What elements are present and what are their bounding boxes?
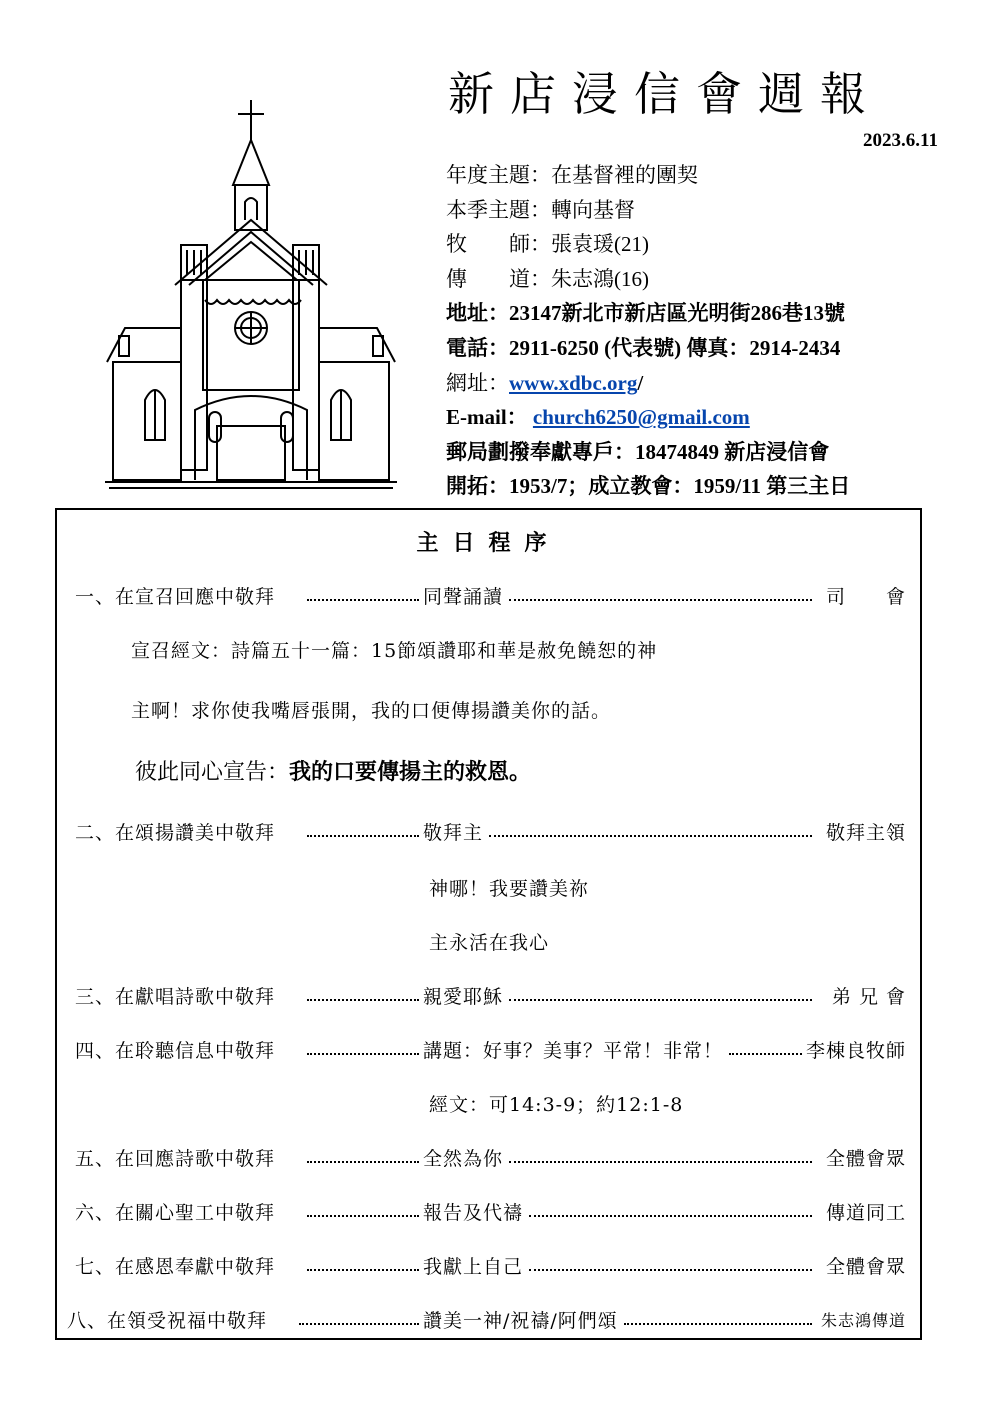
call-verse: 主啊！求你使我嘴唇張開，我的口便傳揚讚美你的話。 <box>131 700 612 722</box>
program-item-4 <box>75 1034 906 1064</box>
email-link[interactable]: church6250@gmail.com <box>532 405 750 430</box>
program-item-3 <box>75 980 906 1010</box>
email-row <box>446 400 850 435</box>
item-leader: 李棟良牧師 <box>805 1039 906 1062</box>
founded: 開拓：1953/7；成立教會：1959/11 第三主日 <box>446 474 851 499</box>
call-scripture: 宣召經文：詩篇五十一篇：15節頌讚耶和華是赦免饒恕的神 <box>131 640 658 662</box>
item-leader: 全體會眾 <box>825 1255 906 1278</box>
website-label: 網址： <box>446 370 509 395</box>
sermon-scripture: 經文：可14:3-9；約12:1-8 <box>429 1094 684 1116</box>
program-item-1 <box>75 580 906 610</box>
item-content: 報告及代禱 <box>423 1201 524 1224</box>
program-heading: 主日程序 <box>416 530 561 556</box>
website-row <box>446 366 850 401</box>
item-leader: 弟 兄 會 <box>831 985 906 1008</box>
annual-theme: 年度主題：在基督裡的團契 <box>446 163 698 187</box>
declaration-text: 我的口要傳揚主的救恩。 <box>289 759 532 785</box>
item-content: 全然為你 <box>423 1147 504 1170</box>
item-title: 四、在聆聽信息中敬拜 <box>75 1039 276 1062</box>
postal-account: 郵局劃撥奉獻專戶：18474849 新店浸信會 <box>446 439 830 464</box>
item-title: 八、在領受祝福中敬拜 <box>67 1309 268 1332</box>
item-content: 我獻上自己 <box>423 1255 524 1278</box>
item-title: 二、在頌揚讚美中敬拜 <box>75 821 276 844</box>
item-title: 七、在感恩奉獻中敬拜 <box>75 1255 276 1278</box>
item-leader: 全體會眾 <box>825 1147 906 1170</box>
church-info <box>446 158 850 504</box>
website-tail: / <box>637 370 644 395</box>
item-title: 一、在宣召回應中敬拜 <box>75 585 276 608</box>
bulletin-title: 新店浸信會週報 <box>448 67 882 121</box>
item-title: 三、在獻唱詩歌中敬拜 <box>75 985 276 1008</box>
address: 地址：23147新北市新店區光明街286巷13號 <box>446 301 845 326</box>
declaration-label: 彼此同心宣告： <box>135 760 290 785</box>
item-content: 親愛耶穌 <box>423 985 504 1008</box>
program-item-7 <box>75 1250 906 1280</box>
item-content: 讚美一神/祝禱/阿們頌 <box>423 1309 618 1332</box>
worship-song-2: 主永活在我心 <box>429 932 550 954</box>
email-label: E-mail： <box>446 405 528 430</box>
program-item-5 <box>75 1142 906 1172</box>
service-program <box>55 508 922 1340</box>
item-title: 五、在回應詩歌中敬拜 <box>75 1147 276 1170</box>
season-theme: 本季主題：轉向基督 <box>446 197 635 222</box>
item-content: 敬拜主 <box>423 821 484 844</box>
worship-song-1: 神哪！我要讚美祢 <box>429 878 590 900</box>
church-illustration <box>105 100 397 490</box>
program-item-6 <box>75 1196 906 1226</box>
item-leader: 司 會 <box>825 585 906 608</box>
item-content: 講題：好事？美事？平常！非常！ <box>423 1039 724 1062</box>
item-leader: 敬拜主領 <box>825 821 906 844</box>
website-link[interactable]: www.xdbc.org <box>509 370 638 395</box>
phone: 電話：2911-6250 (代表號) 傳真：2914-2434 <box>446 335 841 360</box>
pastor: 牧 師：張袁瑗(21) <box>446 232 649 257</box>
program-item-2 <box>75 816 906 846</box>
preacher: 傳 道：朱志鴻(16) <box>446 266 649 291</box>
bulletin-date: 2023.6.11 <box>863 130 938 151</box>
program-item-8 <box>67 1304 906 1334</box>
item-title: 六、在關心聖工中敬拜 <box>75 1201 276 1224</box>
item-leader: 傳道同工 <box>825 1201 906 1224</box>
item-leader: 朱志鴻傳道 <box>820 1310 906 1330</box>
declaration <box>135 755 531 786</box>
item-content: 同聲誦讀 <box>423 585 504 608</box>
